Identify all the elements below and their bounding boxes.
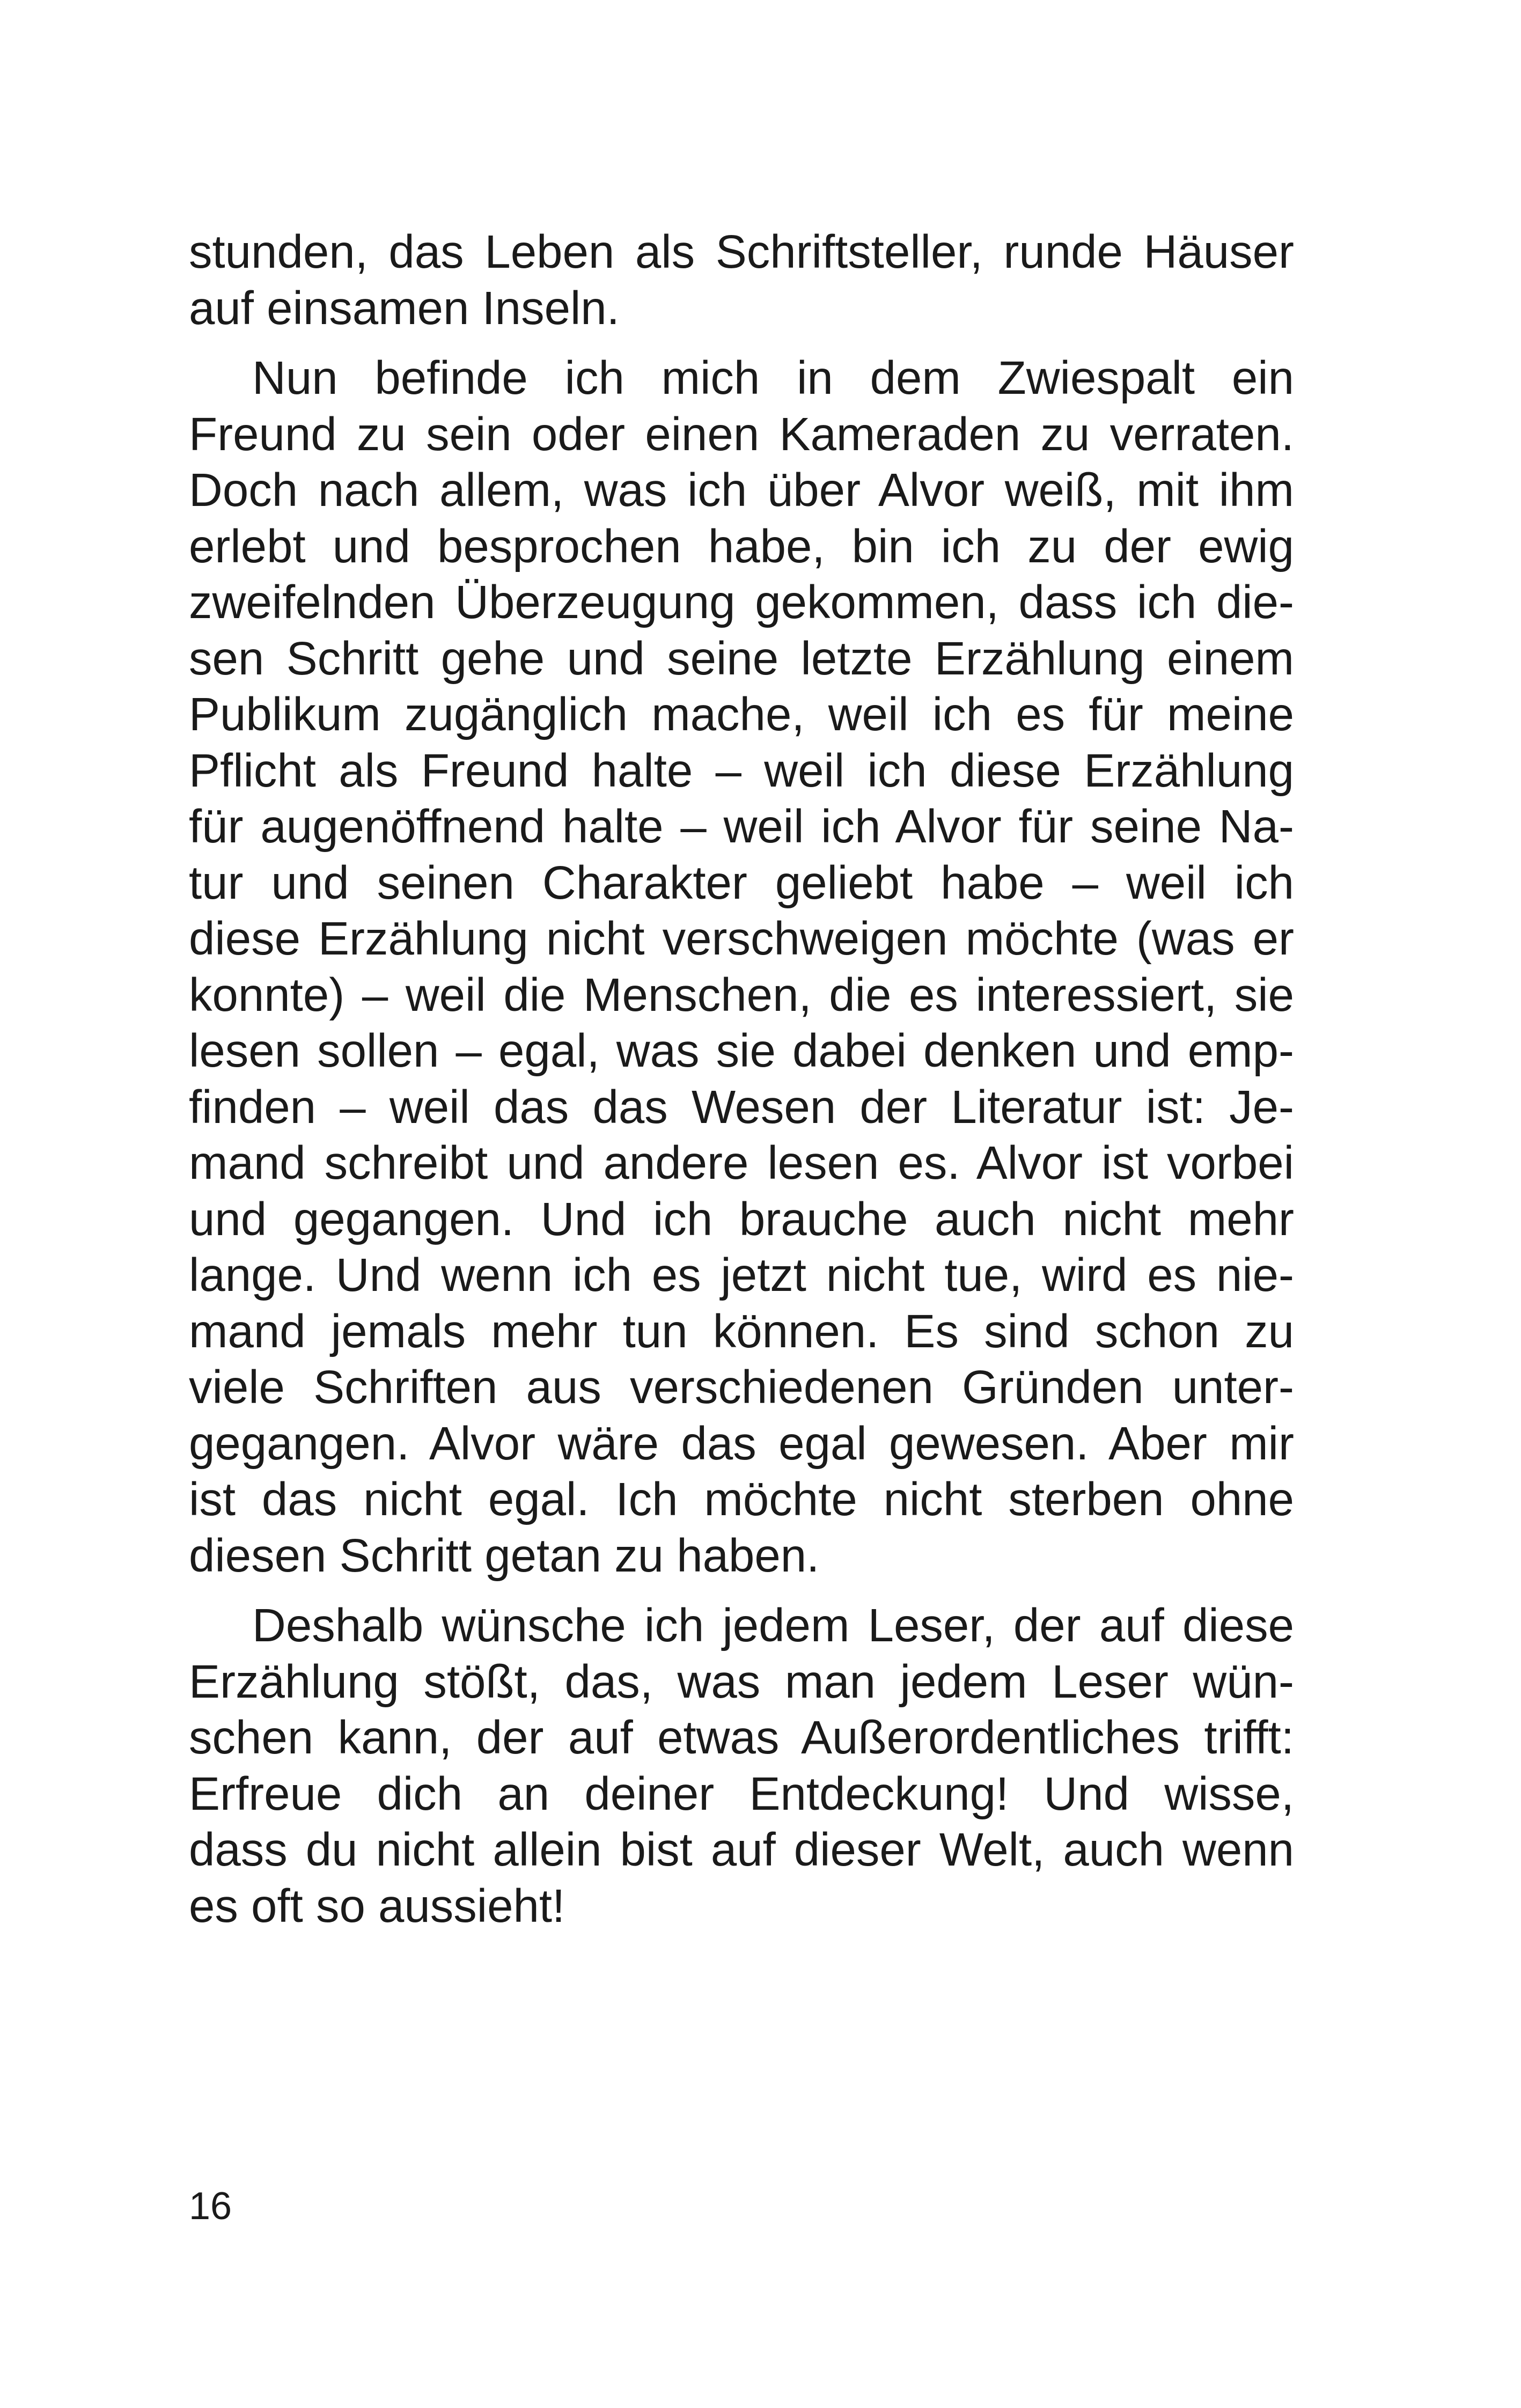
text-line: Publikum zugänglich mache, weil ich es für meine: [189, 688, 1294, 740]
paragraph-3: [189, 1598, 1294, 1934]
text-line: auf einsamen Inseln.: [189, 282, 620, 334]
text-line: mand jemals mehr tun können. Es sind schon zu: [189, 1305, 1294, 1357]
text-line: und gegangen. Und ich brauche auch nicht mehr: [189, 1193, 1294, 1245]
text-line: konnte) – weil die Menschen, die es interessiert, sie: [189, 968, 1294, 1021]
text-line: ist das nicht egal. Ich möchte nicht sterben ohne: [189, 1473, 1294, 1525]
text-line: dass du nicht allein bist auf dieser Welt, auch wenn: [189, 1824, 1294, 1876]
paragraph-1: [189, 224, 1294, 336]
text-line: diese Erzählung nicht verschweigen möchte (was er: [189, 913, 1294, 965]
text-line: gegangen. Alvor wäre das egal gewesen. Aber mir: [189, 1417, 1294, 1470]
text-line: Erfreue dich an deiner Entdeckung! Und wisse,: [189, 1767, 1294, 1820]
text-line: sen Schritt gehe und seine letzte Erzählung einem: [189, 632, 1294, 685]
text-line: Deshalb wünsche ich jedem Leser, der auf diese: [252, 1599, 1294, 1651]
text-line: für augenöffnend halte – weil ich Alvor für seine Na-: [189, 801, 1294, 853]
text-line: mand schreibt und andere lesen es. Alvor ist vorbei: [189, 1137, 1294, 1189]
text-line: lange. Und wenn ich es jetzt nicht tue, wird es nie-: [189, 1249, 1294, 1301]
text-line: zweifelnden Überzeugung gekommen, dass ich die-: [189, 576, 1294, 628]
text-line: es oft so aussieht!: [189, 1880, 565, 1932]
text-line: schen kann, der auf etwas Außerordentliches trifft:: [189, 1712, 1294, 1764]
text-line: diesen Schritt getan zu haben.: [189, 1529, 820, 1582]
paragraph-2: [189, 350, 1294, 1584]
text-line: Doch nach allem, was ich über Alvor weiß, mit ihm: [189, 464, 1294, 516]
text-line: tur und seinen Charakter geliebt habe – weil ich: [189, 856, 1294, 909]
text-line: viele Schriften aus verschiedenen Gründen unter-: [189, 1361, 1294, 1413]
text-line: finden – weil das das Wesen der Literatur ist: Je-: [189, 1081, 1294, 1133]
text-line: stunden, das Leben als Schriftsteller, runde Häuser: [189, 226, 1294, 278]
text-line: lesen sollen – egal, was sie dabei denken und emp-: [189, 1025, 1294, 1077]
body-text: [189, 224, 1294, 1948]
text-line: Nun befinde ich mich in dem Zwiespalt ein: [252, 352, 1294, 404]
text-line: Erzählung stößt, das, was man jedem Leser wün-: [189, 1655, 1294, 1708]
text-line: Freund zu sein oder einen Kameraden zu verraten.: [189, 408, 1294, 460]
text-line: Pflicht als Freund halte – weil ich diese Erzählung: [189, 744, 1294, 797]
page-number: 16: [189, 2185, 232, 2228]
text-line: erlebt und besprochen habe, bin ich zu der ewig: [189, 520, 1294, 572]
